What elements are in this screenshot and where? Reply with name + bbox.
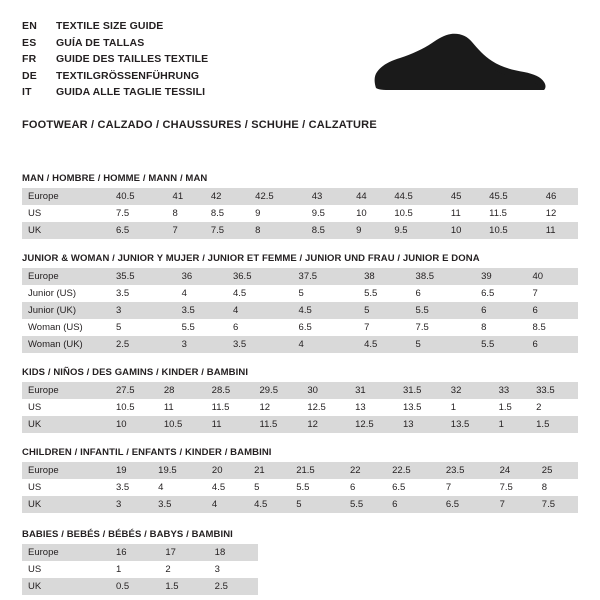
size-cell: 13 <box>355 401 366 413</box>
size-row-label: US <box>28 207 42 219</box>
size-cell: 38 <box>358 268 409 285</box>
table-row <box>22 382 578 399</box>
size-cell: 6.5 <box>392 481 406 493</box>
language-text: TEXTILGRÖSSENFÜHRUNG <box>56 69 200 82</box>
size-cell: 4.5 <box>211 481 226 493</box>
size-table <box>22 544 258 595</box>
size-cell: 2.5 <box>110 336 176 353</box>
size-group <box>22 253 578 353</box>
size-cell: 7.5 <box>415 321 429 333</box>
size-cell: 4.5 <box>248 496 290 513</box>
language-row <box>22 18 208 35</box>
size-cell: 6 <box>386 496 440 513</box>
size-table-body <box>22 544 258 595</box>
table-row <box>22 561 258 578</box>
size-table-body <box>22 462 578 513</box>
size-cell: 12 <box>301 416 349 433</box>
size-group <box>22 529 578 595</box>
table-row <box>22 578 258 595</box>
size-cell: 40 <box>527 268 578 285</box>
size-cell: 21.5 <box>290 462 344 479</box>
size-table-body <box>22 382 578 433</box>
size-table <box>22 462 578 513</box>
size-group-title: KIDS / NIÑOS / DES GAMINS / KINDER / BAMBINI <box>22 366 249 378</box>
size-group-title: MAN / HOMBRE / HOMME / MANN / MAN <box>22 172 208 184</box>
size-cell: 10.5 <box>116 401 135 413</box>
size-cell: 1 <box>450 401 457 413</box>
size-cell: 0.5 <box>110 578 159 595</box>
size-cell: 1.5 <box>159 578 208 595</box>
language-title-list-body <box>22 18 208 101</box>
size-row-label: UK <box>22 496 110 513</box>
size-cell: 2.5 <box>209 578 258 595</box>
size-cell: 10 <box>356 207 367 219</box>
size-cell: 22 <box>344 462 386 479</box>
size-cell: 12.5 <box>307 401 326 413</box>
table-row <box>22 319 578 336</box>
size-cell: 18 <box>209 544 258 561</box>
size-cell: 19 <box>110 462 152 479</box>
size-cell: 2 <box>165 563 171 575</box>
size-cell: 3 <box>110 496 152 513</box>
size-row-label: UK <box>22 578 110 595</box>
size-cell: 42.5 <box>249 188 306 205</box>
size-cell: 41 <box>167 188 205 205</box>
table-row <box>22 399 578 416</box>
size-group-title: BABIES / BEBÉS / BÉBÉS / BABYS / BAMBINI <box>22 528 233 540</box>
size-cell: 33.5 <box>530 382 578 399</box>
size-cell: 13.5 <box>402 401 422 413</box>
size-cell: 44 <box>350 188 388 205</box>
size-cell: 12 <box>545 207 557 219</box>
size-cell: 6.5 <box>440 496 494 513</box>
size-cell: 11 <box>206 416 254 433</box>
size-cell: 5 <box>116 321 122 333</box>
size-cell: 6.5 <box>298 321 312 333</box>
size-table <box>22 188 578 239</box>
size-cell: 7 <box>364 321 370 333</box>
size-table-body <box>22 188 578 239</box>
size-cell: 8 <box>172 207 178 219</box>
size-cell: 31.5 <box>397 382 445 399</box>
size-cell: 4.5 <box>232 287 247 299</box>
size-cell: 16 <box>110 544 159 561</box>
size-row-label: UK <box>22 222 110 239</box>
size-cell: 7.5 <box>499 481 513 493</box>
size-cell: 6 <box>349 481 356 493</box>
size-cell: 11.5 <box>253 416 301 433</box>
size-cell: 8 <box>481 321 487 333</box>
size-cell: 45.5 <box>483 188 540 205</box>
language-row <box>22 84 208 101</box>
table-row <box>22 268 578 285</box>
size-cell: 6 <box>527 336 578 353</box>
size-cell: 6 <box>415 287 421 299</box>
size-cell: 5 <box>298 287 304 299</box>
size-row-label: Junior (UK) <box>22 302 110 319</box>
size-cell: 43 <box>306 188 350 205</box>
size-cell: 19.5 <box>152 462 206 479</box>
size-cell: 12 <box>259 401 271 413</box>
size-cell: 4.5 <box>358 336 409 353</box>
language-text: GUIDA ALLE TAGLIE TESSILI <box>56 86 206 98</box>
size-row-label: UK <box>22 416 110 433</box>
size-cell: 32 <box>445 382 493 399</box>
size-cell: 36 <box>176 268 227 285</box>
size-tables-container <box>22 173 578 595</box>
size-cell: 6.5 <box>110 222 167 239</box>
language-code: EN <box>22 20 37 32</box>
size-cell: 21 <box>248 462 290 479</box>
size-cell: 7 <box>167 222 205 239</box>
size-row-label: Europe <box>22 382 110 399</box>
dress-shoe-icon <box>368 32 548 99</box>
size-row-label: Junior (US) <box>28 287 77 299</box>
size-cell: 3 <box>110 302 176 319</box>
size-cell: 6 <box>527 302 578 319</box>
size-cell: 25 <box>536 462 578 479</box>
size-cell: 1 <box>116 563 122 575</box>
size-cell: 4 <box>206 496 248 513</box>
size-cell: 5 <box>358 302 409 319</box>
size-cell: 4 <box>227 302 293 319</box>
size-cell: 46 <box>540 188 578 205</box>
size-cell: 4 <box>181 287 187 299</box>
size-group <box>22 447 578 513</box>
size-cell: 5 <box>254 481 260 493</box>
size-cell: 3.5 <box>116 287 130 299</box>
size-cell: 33 <box>493 382 531 399</box>
size-cell: 2 <box>536 401 542 413</box>
size-cell: 8.5 <box>306 222 350 239</box>
table-row <box>22 496 578 513</box>
table-row <box>22 222 578 239</box>
size-cell: 9 <box>255 207 261 219</box>
size-row-label: Europe <box>22 544 110 561</box>
size-cell: 3 <box>176 336 227 353</box>
size-cell: 11 <box>540 222 578 239</box>
size-cell: 27.5 <box>110 382 158 399</box>
size-row-label: US <box>28 401 42 413</box>
header-spacer <box>22 131 578 159</box>
page-header <box>22 18 578 101</box>
size-cell: 10.5 <box>158 416 206 433</box>
size-cell: 9.5 <box>388 222 445 239</box>
size-table-body <box>22 268 578 353</box>
size-cell: 1 <box>493 416 531 433</box>
size-cell: 22.5 <box>386 462 440 479</box>
size-cell: 8.5 <box>210 207 225 219</box>
size-cell: 4.5 <box>293 302 359 319</box>
size-cell: 11.5 <box>489 207 507 219</box>
size-cell: 11.5 <box>211 401 230 413</box>
size-cell: 7 <box>494 496 536 513</box>
size-cell: 3.5 <box>152 496 206 513</box>
size-row-label: US <box>28 481 42 493</box>
size-cell: 3.5 <box>176 302 227 319</box>
size-cell: 11 <box>163 401 174 413</box>
size-cell: 10 <box>110 416 158 433</box>
language-text: GUIDE DES TAILLES TEXTILE <box>56 53 209 65</box>
size-cell: 28 <box>158 382 206 399</box>
table-row <box>22 462 578 479</box>
size-cell: 37.5 <box>293 268 359 285</box>
table-row <box>22 479 578 496</box>
language-code: ES <box>22 36 37 49</box>
table-row <box>22 416 578 433</box>
size-cell: 6.5 <box>481 287 495 299</box>
size-cell: 9 <box>350 222 388 239</box>
size-cell: 28.5 <box>206 382 254 399</box>
table-row <box>22 205 578 222</box>
size-cell: 7.5 <box>205 222 249 239</box>
size-cell: 5.5 <box>344 496 386 513</box>
size-cell: 11 <box>450 207 461 219</box>
size-cell: 5.5 <box>181 321 195 333</box>
size-cell: 10.5 <box>483 222 540 239</box>
size-cell: 5 <box>290 496 344 513</box>
table-row <box>22 336 578 353</box>
size-row-label: Woman (UK) <box>22 336 110 353</box>
size-cell: 3.5 <box>116 481 130 493</box>
size-cell: 40.5 <box>110 188 167 205</box>
size-cell: 7 <box>532 287 538 299</box>
size-row-label: US <box>28 563 42 575</box>
size-cell: 3.5 <box>227 336 293 353</box>
table-row <box>22 302 578 319</box>
size-cell: 1.5 <box>498 401 512 413</box>
size-cell: 38.5 <box>410 268 476 285</box>
size-cell: 5.5 <box>364 287 378 299</box>
size-cell: 30 <box>301 382 349 399</box>
table-row <box>22 285 578 302</box>
size-cell: 7 <box>445 481 452 493</box>
size-cell: 13.5 <box>445 416 493 433</box>
size-cell: 24 <box>494 462 536 479</box>
size-cell: 31 <box>349 382 397 399</box>
size-cell: 23.5 <box>440 462 494 479</box>
size-cell: 7.5 <box>536 496 578 513</box>
size-cell: 13 <box>397 416 445 433</box>
size-cell: 20 <box>206 462 248 479</box>
table-row <box>22 188 578 205</box>
language-row <box>22 35 208 52</box>
language-title-list <box>22 18 208 101</box>
size-cell: 8 <box>541 481 548 493</box>
language-row <box>22 51 208 68</box>
size-cell: 39 <box>475 268 526 285</box>
size-cell: 5.5 <box>410 302 476 319</box>
size-cell: 8 <box>249 222 306 239</box>
size-cell: 35.5 <box>110 268 176 285</box>
language-code: IT <box>22 86 32 98</box>
size-cell: 12.5 <box>349 416 397 433</box>
size-table <box>22 268 578 353</box>
language-code: FR <box>22 53 37 65</box>
size-cell: 6 <box>232 321 239 333</box>
size-cell: 36.5 <box>227 268 293 285</box>
size-cell: 3 <box>214 563 220 575</box>
size-group <box>22 173 578 239</box>
table-row <box>22 544 258 561</box>
category-title: FOOTWEAR / CALZADO / CHAUSSURES / SCHUHE / CALZATURE <box>22 118 377 131</box>
size-cell: 44.5 <box>388 188 445 205</box>
size-cell: 5 <box>410 336 476 353</box>
size-group-title: JUNIOR & WOMAN / JUNIOR Y MUJER / JUNIOR ET FEMME / JUNIOR UND FRAU / JUNIOR E DONA <box>22 252 480 264</box>
language-row <box>22 68 208 85</box>
size-cell: 5.5 <box>475 336 526 353</box>
size-cell: 4 <box>158 481 164 493</box>
size-cell: 10 <box>445 222 483 239</box>
size-group <box>22 367 578 433</box>
language-text: GUÍA DE TALLAS <box>56 36 145 49</box>
size-row-label: Europe <box>22 188 110 205</box>
size-cell: 10.5 <box>394 207 413 219</box>
size-table <box>22 382 578 433</box>
size-row-label: Woman (US) <box>28 321 83 333</box>
size-cell: 7.5 <box>116 207 130 219</box>
size-cell: 4 <box>293 336 359 353</box>
size-cell: 42 <box>205 188 249 205</box>
language-code: DE <box>22 69 37 82</box>
language-text: TEXTILE SIZE GUIDE <box>56 20 164 32</box>
size-cell: 6 <box>475 302 526 319</box>
size-cell: 17 <box>159 544 208 561</box>
size-cell: 29.5 <box>253 382 301 399</box>
size-cell: 5.5 <box>296 481 310 493</box>
size-cell: 45 <box>445 188 483 205</box>
size-row-label: Europe <box>22 268 110 285</box>
size-group-title: CHILDREN / INFANTIL / ENFANTS / KINDER / BAMBINI <box>22 446 272 458</box>
size-cell: 8.5 <box>532 321 546 333</box>
size-cell: 9.5 <box>311 207 325 219</box>
size-row-label: Europe <box>22 462 110 479</box>
size-cell: 1.5 <box>530 416 578 433</box>
